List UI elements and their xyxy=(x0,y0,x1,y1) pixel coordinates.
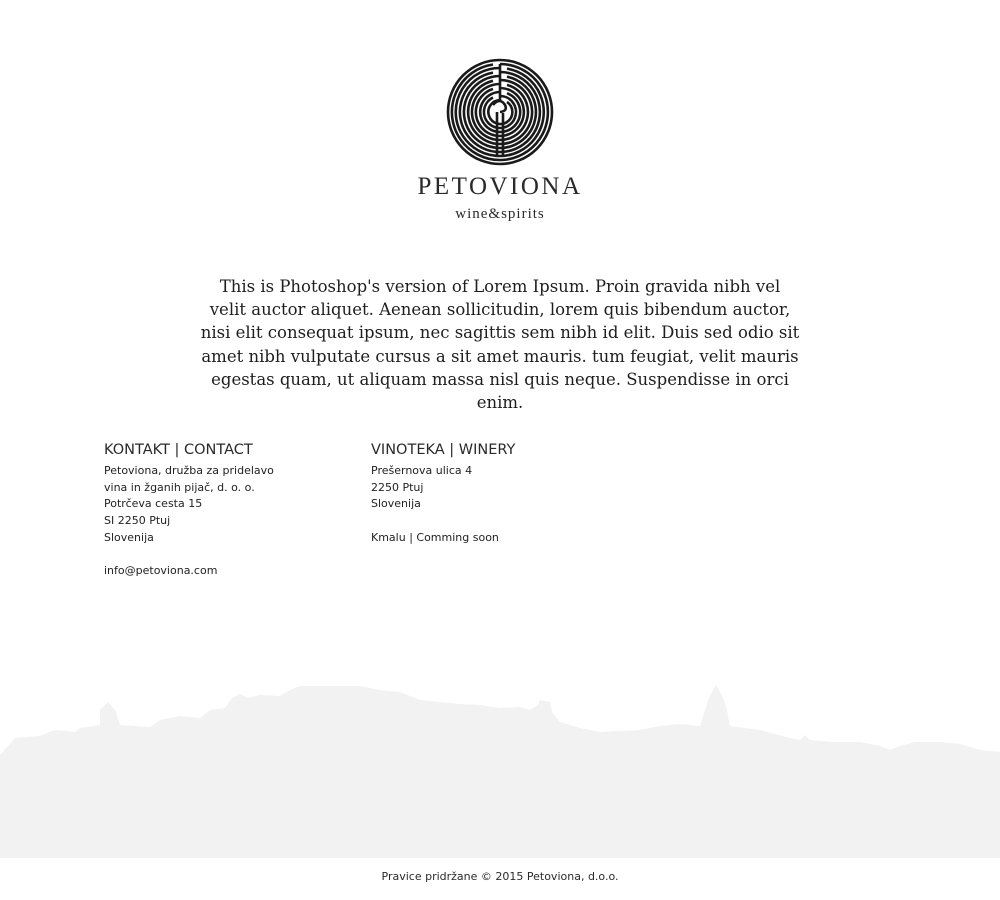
winery-section xyxy=(371,440,621,547)
winery-line: Slovenija xyxy=(371,497,421,511)
skyline-ground xyxy=(0,790,1000,858)
copyright-text: Pravice pridržane © 2015 Petoviona, d.o.o. xyxy=(381,870,619,883)
winery-heading: VINOTEKA | WINERY xyxy=(371,442,516,458)
contact-line: Slovenija xyxy=(104,530,154,544)
brand-tagline: wine&spirits xyxy=(455,206,545,222)
contact-line: SI 2250 Ptuj xyxy=(104,514,171,528)
intro-paragraph: This is Photoshop's version of Lorem Ipsum. Proin gravida nibh vel velit auctor aliquet. Aenean sollicitudin, lorem quis bibendum auctor, nisi elit consequat ipsum, nec sagittis sem nibh id elit. Duis sed odio sit amet nibh vulputate cursus a sit amet mauris. tum feugiat, velit mauris egestas quam, ut aliquam massa nisl quis neque. Suspendisse in orci enim. xyxy=(200,277,800,413)
winery-address xyxy=(371,463,621,547)
winery-status: Kmalu | Comming soon xyxy=(371,530,499,544)
labyrinth-logo-icon xyxy=(445,57,555,167)
winery-line: Prešernova ulica 4 xyxy=(371,464,473,477)
contact-line: Potrčeva cesta 15 xyxy=(104,497,203,511)
contact-email-link[interactable]: info@petoviona.com xyxy=(104,564,218,578)
spacer xyxy=(371,513,621,530)
contact-address xyxy=(104,463,354,580)
contact-heading: KONTAKT | CONTACT xyxy=(104,442,253,458)
contact-line: Petoviona, družba za pridelavo xyxy=(104,464,274,477)
spacer xyxy=(104,547,354,564)
contact-line: vina in žganih pijač, d. o. o. xyxy=(104,480,255,494)
brand-name: PETOVIONA xyxy=(417,173,583,200)
winery-line: 2250 Ptuj xyxy=(371,480,424,494)
contact-section xyxy=(104,440,354,580)
